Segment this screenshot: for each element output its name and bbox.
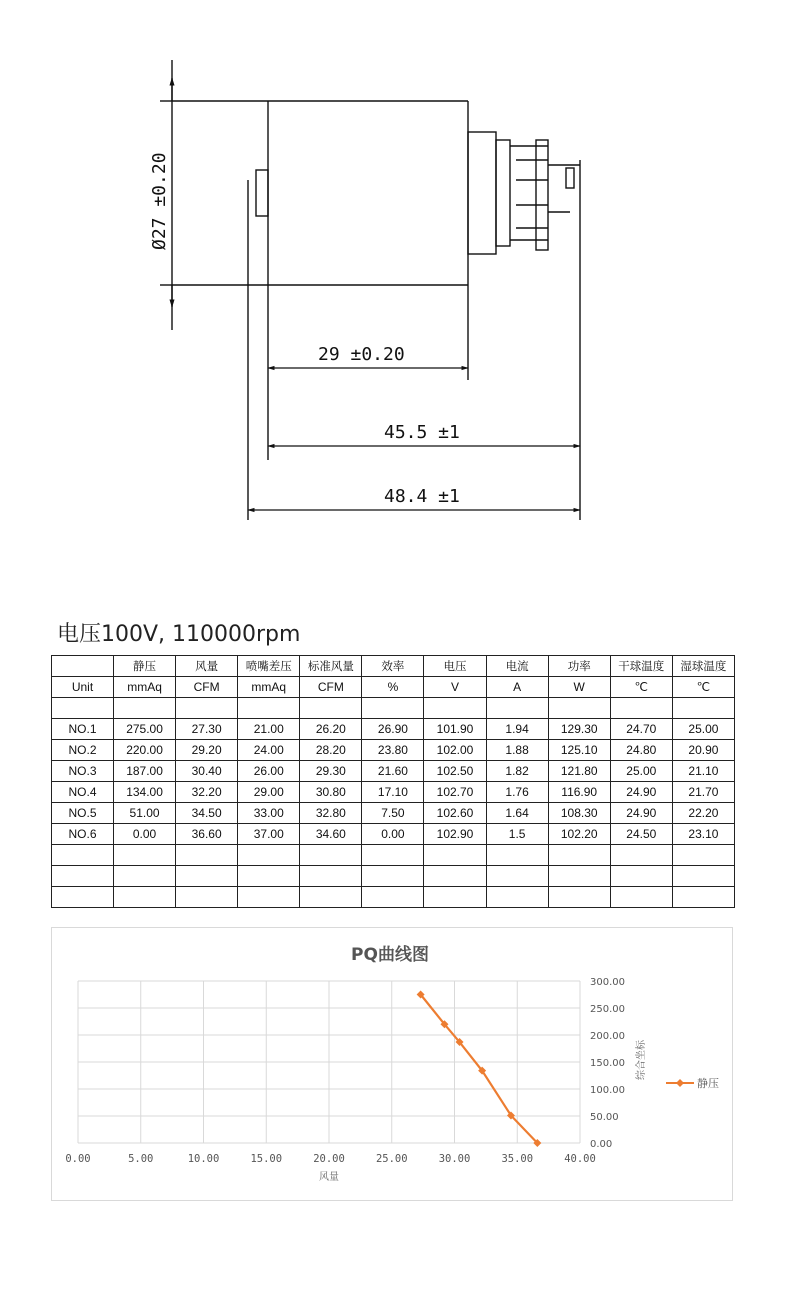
table-cell: 功率: [548, 656, 610, 677]
table-cell: [52, 866, 114, 887]
table-cell: [548, 887, 610, 908]
table-cell: 20.90: [672, 740, 734, 761]
table-row: [52, 845, 735, 866]
table-cell: [176, 866, 238, 887]
table-cell: 24.50: [610, 824, 672, 845]
motor-dimension-drawing: [0, 0, 790, 540]
table-cell: 26.90: [362, 719, 424, 740]
table-cell: [362, 887, 424, 908]
table-cell: mmAq: [114, 677, 176, 698]
legend-label: 静压: [697, 1077, 719, 1090]
table-cell: [672, 845, 734, 866]
table-cell: [176, 845, 238, 866]
table-cell: [424, 887, 486, 908]
table-cell: 1.82: [486, 761, 548, 782]
table-cell: 29.30: [300, 761, 362, 782]
y-tick-label: 200.00: [590, 1031, 625, 1042]
table-cell: NO.3: [52, 761, 114, 782]
table-cell: 32.20: [176, 782, 238, 803]
table-cell: [424, 845, 486, 866]
table-cell: 51.00: [114, 803, 176, 824]
table-cell: 34.60: [300, 824, 362, 845]
test-condition-heading: 电压100V, 110000rpm: [57, 622, 301, 647]
table-cell: [548, 698, 610, 719]
x-tick-label: 30.00: [438, 1153, 471, 1165]
table-cell: [238, 845, 300, 866]
y-tick-label: 100.00: [590, 1085, 625, 1096]
table-cell: NO.1: [52, 719, 114, 740]
table-cell: [300, 698, 362, 719]
table-cell: 21.10: [672, 761, 734, 782]
table-row: [52, 782, 735, 803]
table-cell: 电压: [424, 656, 486, 677]
table-row: [52, 887, 735, 908]
table-cell: 102.90: [424, 824, 486, 845]
table-cell: CFM: [300, 677, 362, 698]
table-row: [52, 719, 735, 740]
table-cell: 125.10: [548, 740, 610, 761]
table-cell: 220.00: [114, 740, 176, 761]
table-cell: 1.64: [486, 803, 548, 824]
table-cell: 29.00: [238, 782, 300, 803]
pq-curve-chart: [51, 927, 733, 1201]
table-cell: 30.80: [300, 782, 362, 803]
table-cell: [610, 845, 672, 866]
table-cell: 1.88: [486, 740, 548, 761]
table-cell: [362, 866, 424, 887]
table-cell: 效率: [362, 656, 424, 677]
x-axis-label: 风量: [319, 1172, 339, 1183]
table-cell: 21.70: [672, 782, 734, 803]
table-cell: 湿球温度: [672, 656, 734, 677]
table-cell: [52, 698, 114, 719]
table-row: [52, 740, 735, 761]
table-cell: Unit: [52, 677, 114, 698]
x-tick-label: 25.00: [375, 1153, 408, 1165]
table-cell: 干球温度: [610, 656, 672, 677]
table-cell: A: [486, 677, 548, 698]
x-tick-label: 20.00: [313, 1153, 345, 1165]
table-cell: 101.90: [424, 719, 486, 740]
table-cell: 24.80: [610, 740, 672, 761]
x-tick-label: 5.00: [128, 1153, 154, 1165]
table-cell: [238, 698, 300, 719]
table-cell: [548, 866, 610, 887]
length-48-label: 48.4 ±1: [384, 486, 460, 507]
table-cell: 风量: [176, 656, 238, 677]
x-tick-label: 40.00: [564, 1153, 596, 1165]
table-row: [52, 824, 735, 845]
performance-table: [51, 655, 735, 908]
table-cell: [362, 845, 424, 866]
table-cell: 187.00: [114, 761, 176, 782]
table-cell: 30.40: [176, 761, 238, 782]
table-cell: 24.70: [610, 719, 672, 740]
table-cell: 116.90: [548, 782, 610, 803]
table-units-row: [52, 677, 735, 698]
table-cell: ℃: [610, 677, 672, 698]
table-cell: 7.50: [362, 803, 424, 824]
table-cell: [424, 698, 486, 719]
table-cell: [672, 887, 734, 908]
table-cell: 24.90: [610, 803, 672, 824]
motor-outline: [160, 60, 580, 520]
table-cell: [424, 866, 486, 887]
table-cell: 102.70: [424, 782, 486, 803]
table-cell: [52, 656, 114, 677]
table-cell: 24.00: [238, 740, 300, 761]
table-cell: [486, 887, 548, 908]
y-tick-label: 300.00: [590, 977, 625, 988]
table-cell: 25.00: [610, 761, 672, 782]
y-tick-label: 0.00: [590, 1139, 613, 1150]
table-cell: [486, 698, 548, 719]
table-cell: [52, 845, 114, 866]
y-tick-label: 50.00: [590, 1112, 619, 1123]
table-cell: [362, 698, 424, 719]
table-header-row: [52, 656, 735, 677]
table-row: [52, 761, 735, 782]
table-row: [52, 698, 735, 719]
table-row: [52, 866, 735, 887]
table-cell: [238, 866, 300, 887]
table-cell: 23.80: [362, 740, 424, 761]
table-cell: 33.00: [238, 803, 300, 824]
table-cell: [114, 866, 176, 887]
table-cell: 36.60: [176, 824, 238, 845]
table-cell: 21.60: [362, 761, 424, 782]
table-cell: [52, 887, 114, 908]
table-cell: V: [424, 677, 486, 698]
table-cell: 275.00: [114, 719, 176, 740]
table-cell: [300, 866, 362, 887]
table-cell: NO.5: [52, 803, 114, 824]
table-cell: 121.80: [548, 761, 610, 782]
length-45-label: 45.5 ±1: [384, 422, 460, 443]
table-cell: NO.2: [52, 740, 114, 761]
x-tick-label: 10.00: [187, 1153, 220, 1165]
table-cell: 27.30: [176, 719, 238, 740]
table-cell: [238, 887, 300, 908]
table-cell: [114, 698, 176, 719]
table-cell: 102.50: [424, 761, 486, 782]
table-cell: mmAq: [238, 677, 300, 698]
table-cell: 102.20: [548, 824, 610, 845]
table-cell: 26.20: [300, 719, 362, 740]
table-cell: 102.00: [424, 740, 486, 761]
table-cell: 37.00: [238, 824, 300, 845]
table-cell: 23.10: [672, 824, 734, 845]
table-cell: 108.30: [548, 803, 610, 824]
x-tick-label: 35.00: [501, 1153, 534, 1165]
table-row: [52, 803, 735, 824]
y-tick-label: 250.00: [590, 1004, 625, 1015]
table-cell: W: [548, 677, 610, 698]
table-cell: 134.00: [114, 782, 176, 803]
table-cell: [610, 866, 672, 887]
table-cell: 1.76: [486, 782, 548, 803]
table-cell: [548, 845, 610, 866]
table-cell: 25.00: [672, 719, 734, 740]
table-cell: NO.6: [52, 824, 114, 845]
table-cell: [114, 887, 176, 908]
table-cell: 129.30: [548, 719, 610, 740]
table-cell: 29.20: [176, 740, 238, 761]
table-cell: 电流: [486, 656, 548, 677]
x-tick-label: 15.00: [250, 1153, 283, 1165]
table-cell: 1.94: [486, 719, 548, 740]
table-cell: [300, 887, 362, 908]
table-cell: [114, 845, 176, 866]
chart-title: PQ曲线图: [351, 945, 429, 965]
table-cell: 1.5: [486, 824, 548, 845]
length-29-label: 29 ±0.20: [318, 344, 405, 365]
table-cell: 28.20: [300, 740, 362, 761]
x-tick-label: 0.00: [65, 1153, 91, 1165]
table-cell: ℃: [672, 677, 734, 698]
table-cell: 静压: [114, 656, 176, 677]
series-line: [421, 995, 538, 1144]
table-cell: 标准风量: [300, 656, 362, 677]
table-cell: 21.00: [238, 719, 300, 740]
table-cell: 22.20: [672, 803, 734, 824]
table-cell: [486, 866, 548, 887]
legend-marker: [676, 1079, 684, 1087]
table-cell: [672, 866, 734, 887]
table-cell: [610, 698, 672, 719]
diameter-dimension-label: Ø27 ±0.20: [149, 152, 170, 250]
table-cell: [300, 845, 362, 866]
table-cell: 102.60: [424, 803, 486, 824]
table-cell: %: [362, 677, 424, 698]
table-cell: [176, 698, 238, 719]
y-tick-label: 150.00: [590, 1058, 625, 1069]
table-cell: 喷嘴差压: [238, 656, 300, 677]
table-cell: 32.80: [300, 803, 362, 824]
table-cell: 34.50: [176, 803, 238, 824]
table-cell: CFM: [176, 677, 238, 698]
table-cell: 26.00: [238, 761, 300, 782]
table-cell: [176, 887, 238, 908]
table-cell: 17.10: [362, 782, 424, 803]
table-cell: [672, 698, 734, 719]
table-cell: 24.90: [610, 782, 672, 803]
table-cell: 0.00: [362, 824, 424, 845]
y-axis-label: 综合坐标: [636, 1040, 647, 1080]
table-cell: [610, 887, 672, 908]
table-cell: 0.00: [114, 824, 176, 845]
table-cell: NO.4: [52, 782, 114, 803]
table-cell: [486, 845, 548, 866]
